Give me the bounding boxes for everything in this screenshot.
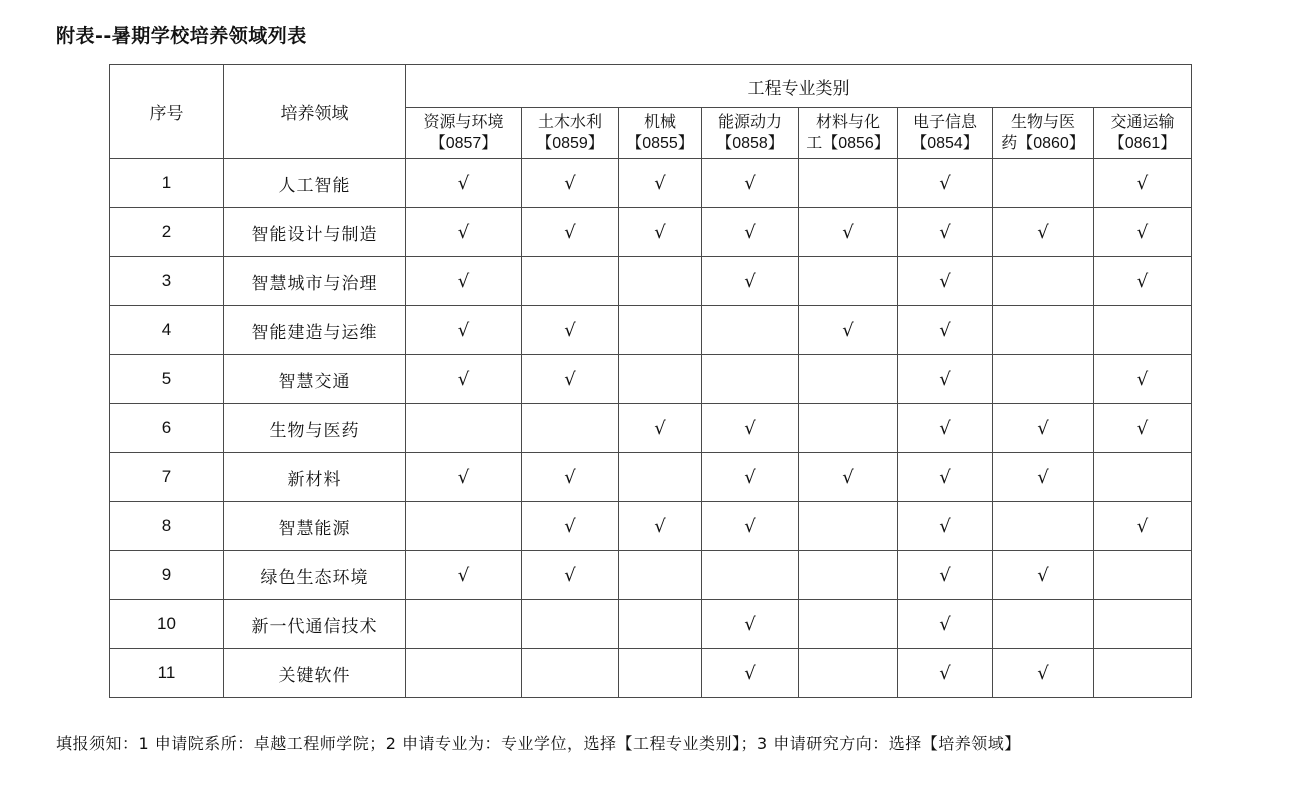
empty-cell: [799, 600, 898, 649]
category-code: 工【0856】: [806, 135, 890, 152]
check-mark: √: [619, 159, 702, 208]
table-row: [110, 257, 1192, 306]
category-code: 【0859】: [536, 135, 604, 152]
row-field: 智能建造与运维: [224, 306, 406, 355]
check-mark: √: [522, 306, 619, 355]
category-header-4: [799, 108, 898, 159]
check-mark: √: [799, 306, 898, 355]
empty-cell: [799, 649, 898, 698]
check-mark: √: [993, 649, 1094, 698]
row-seq: 4: [110, 306, 224, 355]
empty-cell: [799, 551, 898, 600]
check-mark: √: [898, 208, 993, 257]
header-field: 培养领域: [224, 65, 406, 159]
check-mark: √: [1094, 159, 1192, 208]
check-mark: √: [406, 453, 522, 502]
check-mark: √: [702, 502, 799, 551]
check-mark: √: [522, 551, 619, 600]
empty-cell: [522, 600, 619, 649]
row-seq: 3: [110, 257, 224, 306]
empty-cell: [406, 649, 522, 698]
check-mark: √: [898, 453, 993, 502]
table-row: [110, 502, 1192, 551]
filling-instructions: 填报须知：1 申请院系所：卓越工程师学院；2 申请专业为：专业学位，选择【工程专业类别】；3 申请研究方向：选择【培养领域】: [56, 734, 1021, 753]
check-mark: √: [1094, 208, 1192, 257]
empty-cell: [993, 159, 1094, 208]
empty-cell: [799, 404, 898, 453]
row-seq: 9: [110, 551, 224, 600]
row-field: 新材料: [224, 453, 406, 502]
empty-cell: [1094, 453, 1192, 502]
empty-cell: [619, 453, 702, 502]
row-seq: 5: [110, 355, 224, 404]
check-mark: √: [898, 355, 993, 404]
row-seq: 1: [110, 159, 224, 208]
check-mark: √: [898, 159, 993, 208]
check-mark: √: [702, 208, 799, 257]
empty-cell: [799, 355, 898, 404]
category-name: 生物与医: [1010, 112, 1075, 131]
check-mark: √: [406, 306, 522, 355]
row-field: 智慧交通: [224, 355, 406, 404]
check-mark: √: [406, 257, 522, 306]
row-field: 关键软件: [224, 649, 406, 698]
category-name: 土木水利: [537, 112, 602, 131]
check-mark: √: [522, 208, 619, 257]
table-row: [110, 355, 1192, 404]
check-mark: √: [898, 306, 993, 355]
empty-cell: [619, 600, 702, 649]
category-header-1: [522, 108, 619, 159]
header-seq: 序号: [110, 65, 224, 159]
check-mark: √: [406, 551, 522, 600]
empty-cell: [406, 502, 522, 551]
check-mark: √: [406, 355, 522, 404]
table-row: [110, 453, 1192, 502]
category-code: 【0857】: [429, 135, 498, 152]
check-mark: √: [898, 404, 993, 453]
check-mark: √: [799, 208, 898, 257]
empty-cell: [702, 355, 799, 404]
category-name: 交通运输: [1110, 112, 1175, 131]
category-name: 资源与环境: [423, 112, 504, 131]
check-mark: √: [799, 453, 898, 502]
empty-cell: [993, 306, 1094, 355]
row-seq: 6: [110, 404, 224, 453]
row-seq: 11: [110, 649, 224, 698]
category-name: 材料与化: [815, 112, 880, 131]
check-mark: √: [898, 502, 993, 551]
table-row: [110, 208, 1192, 257]
check-mark: √: [619, 502, 702, 551]
check-mark: √: [1094, 404, 1192, 453]
check-mark: √: [702, 453, 799, 502]
check-mark: √: [993, 404, 1094, 453]
table-row: [110, 649, 1192, 698]
empty-cell: [619, 257, 702, 306]
empty-cell: [993, 600, 1094, 649]
row-field: 智慧能源: [224, 502, 406, 551]
empty-cell: [993, 355, 1094, 404]
row-field: 生物与医药: [224, 404, 406, 453]
empty-cell: [619, 649, 702, 698]
category-code: 【0858】: [716, 135, 784, 152]
check-mark: √: [1094, 355, 1192, 404]
check-mark: √: [898, 551, 993, 600]
category-code: 【0861】: [1108, 135, 1177, 152]
empty-cell: [993, 257, 1094, 306]
category-header-2: [619, 108, 702, 159]
empty-cell: [799, 502, 898, 551]
check-mark: √: [702, 257, 799, 306]
document-title: 附表--暑期学校培养领域列表: [56, 25, 307, 47]
check-mark: √: [1094, 257, 1192, 306]
check-mark: √: [702, 649, 799, 698]
category-name: 能源动力: [717, 112, 782, 131]
row-seq: 10: [110, 600, 224, 649]
empty-cell: [522, 404, 619, 453]
check-mark: √: [522, 355, 619, 404]
check-mark: √: [619, 404, 702, 453]
empty-cell: [1094, 600, 1192, 649]
empty-cell: [1094, 649, 1192, 698]
check-mark: √: [702, 159, 799, 208]
empty-cell: [799, 257, 898, 306]
row-field: 智能设计与制造: [224, 208, 406, 257]
empty-cell: [406, 600, 522, 649]
check-mark: √: [898, 649, 993, 698]
empty-cell: [993, 502, 1094, 551]
check-mark: √: [522, 453, 619, 502]
category-code: 【0854】: [911, 135, 979, 152]
empty-cell: [522, 649, 619, 698]
empty-cell: [702, 306, 799, 355]
category-header-7: [1094, 108, 1192, 159]
check-mark: √: [993, 208, 1094, 257]
category-name: 机械: [643, 112, 676, 131]
row-seq: 8: [110, 502, 224, 551]
category-header-3: [702, 108, 799, 159]
row-field: 人工智能: [224, 159, 406, 208]
category-header-0: [406, 108, 522, 159]
check-mark: √: [993, 453, 1094, 502]
category-header-5: [898, 108, 993, 159]
check-mark: √: [406, 208, 522, 257]
empty-cell: [799, 159, 898, 208]
check-mark: √: [702, 600, 799, 649]
row-field: 绿色生态环境: [224, 551, 406, 600]
empty-cell: [522, 257, 619, 306]
check-mark: √: [522, 159, 619, 208]
empty-cell: [1094, 551, 1192, 600]
check-mark: √: [522, 502, 619, 551]
check-mark: √: [1094, 502, 1192, 551]
empty-cell: [619, 355, 702, 404]
check-mark: √: [406, 159, 522, 208]
empty-cell: [406, 404, 522, 453]
row-field: 智慧城市与治理: [224, 257, 406, 306]
row-seq: 7: [110, 453, 224, 502]
category-code: 【0855】: [626, 135, 694, 152]
table-row: [110, 159, 1192, 208]
table-row: [110, 306, 1192, 355]
category-code: 药【0860】: [1001, 135, 1085, 152]
check-mark: √: [702, 404, 799, 453]
table-row: [110, 551, 1192, 600]
check-mark: √: [993, 551, 1094, 600]
row-seq: 2: [110, 208, 224, 257]
category-name: 电子信息: [912, 112, 977, 131]
training-fields-table: [109, 64, 1192, 698]
check-mark: √: [898, 600, 993, 649]
empty-cell: [619, 306, 702, 355]
row-field: 新一代通信技术: [224, 600, 406, 649]
table-row: [110, 600, 1192, 649]
check-mark: √: [898, 257, 993, 306]
empty-cell: [702, 551, 799, 600]
empty-cell: [619, 551, 702, 600]
table-row: [110, 404, 1192, 453]
empty-cell: [1094, 306, 1192, 355]
header-engineering-category: 工程专业类别: [406, 65, 1192, 108]
check-mark: √: [619, 208, 702, 257]
category-header-6: [993, 108, 1094, 159]
